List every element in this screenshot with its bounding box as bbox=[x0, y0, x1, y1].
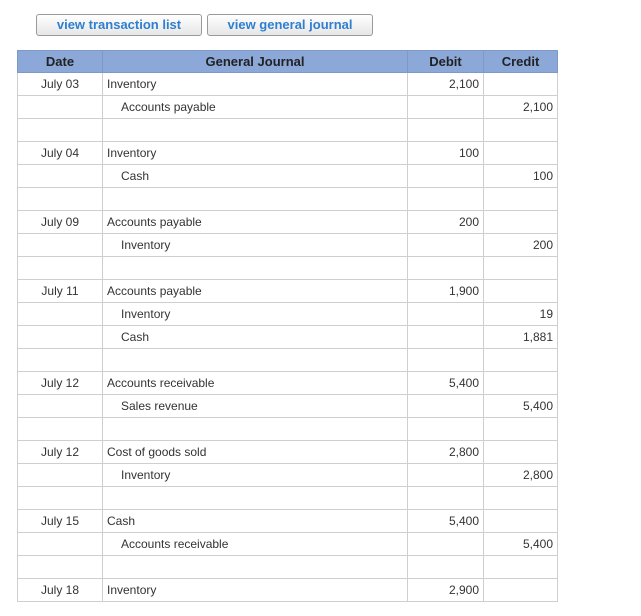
credit-amount: 200 bbox=[484, 234, 558, 257]
debit-amount bbox=[408, 533, 484, 556]
spacer-cell bbox=[408, 119, 484, 142]
credit-amount: 19 bbox=[484, 303, 558, 326]
spacer-cell bbox=[484, 487, 558, 510]
debit-amount: 2,800 bbox=[408, 441, 484, 464]
spacer-cell bbox=[484, 119, 558, 142]
journal-row bbox=[18, 165, 558, 188]
entry-date bbox=[18, 464, 103, 487]
debit-amount bbox=[408, 234, 484, 257]
journal-row bbox=[18, 211, 558, 234]
spacer-cell bbox=[18, 188, 103, 211]
account-name: Accounts payable bbox=[103, 280, 408, 303]
debit-amount: 5,400 bbox=[408, 510, 484, 533]
entry-date: July 11 bbox=[18, 280, 103, 303]
journal-row bbox=[18, 372, 558, 395]
spacer-cell bbox=[18, 418, 103, 441]
credit-amount: 5,400 bbox=[484, 533, 558, 556]
credit-amount bbox=[484, 73, 558, 96]
entry-date: July 03 bbox=[18, 73, 103, 96]
spacer-cell bbox=[103, 119, 408, 142]
spacer-cell bbox=[408, 418, 484, 441]
spacer-cell bbox=[408, 188, 484, 211]
spacer-cell bbox=[103, 188, 408, 211]
spacer-cell bbox=[484, 188, 558, 211]
spacer-row bbox=[18, 418, 558, 441]
spacer-row bbox=[18, 257, 558, 280]
account-name: Inventory bbox=[103, 464, 408, 487]
entry-date: July 15 bbox=[18, 510, 103, 533]
credit-amount bbox=[484, 372, 558, 395]
entry-date bbox=[18, 326, 103, 349]
account-name: Cash bbox=[103, 165, 408, 188]
debit-amount bbox=[408, 303, 484, 326]
journal-row bbox=[18, 73, 558, 96]
credit-amount: 2,100 bbox=[484, 96, 558, 119]
entry-date: July 12 bbox=[18, 441, 103, 464]
spacer-cell bbox=[408, 349, 484, 372]
credit-amount bbox=[484, 142, 558, 165]
account-name: Inventory bbox=[103, 579, 408, 602]
account-name: Cost of goods sold bbox=[103, 441, 408, 464]
entry-date bbox=[18, 234, 103, 257]
credit-amount bbox=[484, 510, 558, 533]
entry-date: July 04 bbox=[18, 142, 103, 165]
account-name: Cash bbox=[103, 326, 408, 349]
spacer-cell bbox=[18, 487, 103, 510]
spacer-cell bbox=[484, 556, 558, 579]
credit-amount bbox=[484, 280, 558, 303]
account-name: Cash bbox=[103, 510, 408, 533]
spacer-cell bbox=[103, 257, 408, 280]
journal-row bbox=[18, 303, 558, 326]
spacer-row bbox=[18, 487, 558, 510]
credit-amount: 2,800 bbox=[484, 464, 558, 487]
account-name: Accounts receivable bbox=[103, 372, 408, 395]
account-name: Accounts receivable bbox=[103, 533, 408, 556]
account-name: Accounts payable bbox=[103, 211, 408, 234]
journal-row bbox=[18, 510, 558, 533]
spacer-cell bbox=[484, 349, 558, 372]
spacer-row bbox=[18, 119, 558, 142]
debit-amount bbox=[408, 96, 484, 119]
spacer-cell bbox=[484, 418, 558, 441]
spacer-cell bbox=[103, 418, 408, 441]
date-column-header: Date bbox=[18, 51, 103, 73]
debit-amount: 1,900 bbox=[408, 280, 484, 303]
spacer-row bbox=[18, 349, 558, 372]
account-name: Inventory bbox=[103, 142, 408, 165]
journal-row bbox=[18, 280, 558, 303]
debit-column-header: Debit bbox=[408, 51, 484, 73]
spacer-cell bbox=[18, 257, 103, 280]
entry-date bbox=[18, 165, 103, 188]
entry-date: July 09 bbox=[18, 211, 103, 234]
account-name: Sales revenue bbox=[103, 395, 408, 418]
journal-row bbox=[18, 96, 558, 119]
table-header-row bbox=[18, 51, 558, 73]
debit-amount bbox=[408, 165, 484, 188]
debit-amount bbox=[408, 326, 484, 349]
spacer-cell bbox=[103, 487, 408, 510]
journal-row bbox=[18, 234, 558, 257]
account-name: Inventory bbox=[103, 303, 408, 326]
account-name: Accounts payable bbox=[103, 96, 408, 119]
spacer-cell bbox=[103, 556, 408, 579]
spacer-cell bbox=[408, 487, 484, 510]
spacer-row bbox=[18, 188, 558, 211]
general-journal-table bbox=[17, 50, 558, 602]
spacer-row bbox=[18, 556, 558, 579]
debit-amount bbox=[408, 464, 484, 487]
debit-amount: 200 bbox=[408, 211, 484, 234]
account-name: Inventory bbox=[103, 73, 408, 96]
journal-row bbox=[18, 533, 558, 556]
journal-row bbox=[18, 395, 558, 418]
journal-row bbox=[18, 579, 558, 602]
credit-amount: 1,881 bbox=[484, 326, 558, 349]
debit-amount: 100 bbox=[408, 142, 484, 165]
debit-amount: 2,100 bbox=[408, 73, 484, 96]
credit-column-header: Credit bbox=[484, 51, 558, 73]
journal-body bbox=[18, 73, 558, 602]
spacer-cell bbox=[408, 257, 484, 280]
entry-date bbox=[18, 96, 103, 119]
account-name: Inventory bbox=[103, 234, 408, 257]
entry-date bbox=[18, 533, 103, 556]
view-transaction-list-button[interactable]: view transaction list bbox=[36, 14, 202, 36]
spacer-cell bbox=[18, 119, 103, 142]
journal-row bbox=[18, 142, 558, 165]
credit-amount: 100 bbox=[484, 165, 558, 188]
entry-date: July 18 bbox=[18, 579, 103, 602]
journal-row bbox=[18, 441, 558, 464]
view-general-journal-button[interactable]: view general journal bbox=[207, 14, 373, 36]
journal-row bbox=[18, 464, 558, 487]
entry-date: July 12 bbox=[18, 372, 103, 395]
credit-amount bbox=[484, 211, 558, 234]
journal-row bbox=[18, 326, 558, 349]
debit-amount: 5,400 bbox=[408, 372, 484, 395]
entry-date bbox=[18, 395, 103, 418]
spacer-cell bbox=[18, 556, 103, 579]
debit-amount bbox=[408, 395, 484, 418]
credit-amount bbox=[484, 441, 558, 464]
spacer-cell bbox=[103, 349, 408, 372]
spacer-cell bbox=[484, 257, 558, 280]
debit-amount: 2,900 bbox=[408, 579, 484, 602]
entry-date bbox=[18, 303, 103, 326]
spacer-cell bbox=[408, 556, 484, 579]
credit-amount: 5,400 bbox=[484, 395, 558, 418]
account-column-header: General Journal bbox=[103, 51, 408, 73]
spacer-cell bbox=[18, 349, 103, 372]
credit-amount bbox=[484, 579, 558, 602]
